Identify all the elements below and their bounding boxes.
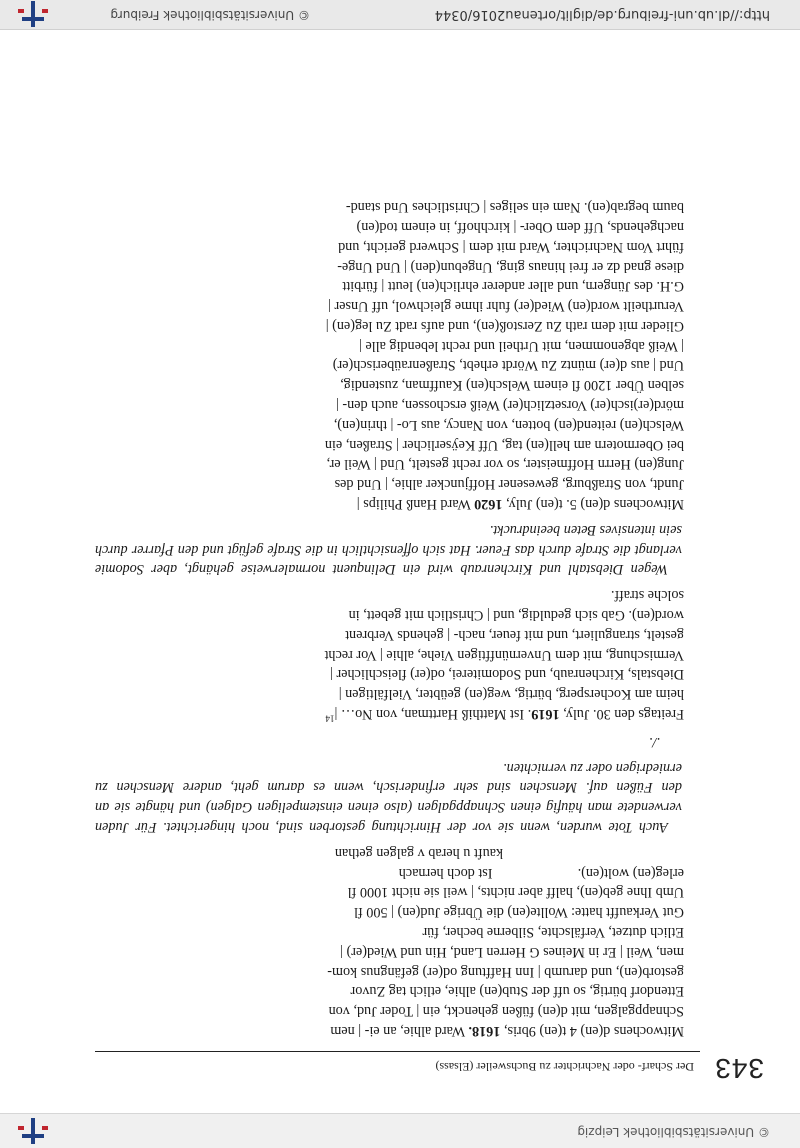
entry-line: Schnappgalgen, mit d(en) füßen gehenckt, ein | Toder Jud, von — [328, 1003, 684, 1020]
library-logo-icon — [18, 1118, 48, 1144]
entry-line: nachgehends, Uff dem Ober- | kirchhoff, in einem tod(en) — [356, 218, 684, 235]
entry-line: Verurtheilt word(en) Wied(er) fuhr ihme gleichwol, uff Unser | — [328, 298, 684, 315]
entry-line: Mitwochens d(en) 4 t(en) 9bris, 1618. Ward alhie, an ei- | nem — [330, 1023, 684, 1039]
page-body — [95, 190, 700, 1040]
entry-line: Umb Ihne geb(en), halff aber nichts, | weil sie nicht 1000 fl — [347, 884, 684, 901]
entry-line: selben Über 1200 fl einem Welsch(en) Kauffman, zustendig, — [340, 377, 684, 394]
entry-line: Gut Verkaufft hatte: Wollte(en) die Übrige Jud(en) | 500 fl — [354, 904, 684, 921]
entry-line: G.H. des Jüngern, und aller anderer ehrlich(en) leutt | fürbitt — [342, 278, 684, 295]
entry-1618 — [95, 842, 700, 1040]
entry-line: men, Weil | Er in Meines G Herren Land, Hin und Wied(er) | — [340, 943, 684, 960]
entry-line: Jung(en) Herrn Hoffmeister, so vor recht gestelt, Und | Weil er, — [326, 456, 684, 473]
entry-line: heim am Kochersperg, bürtig, weg(en) geübter, Vielfältigen | — [338, 686, 684, 703]
entry-line: Glieder mit dem rath Zu Zerstoß(en), und aufs radt Zu leg(en) | — [325, 317, 684, 334]
library-top-bar — [0, 1113, 800, 1148]
running-title: Der Scharf- oder Nachrichter zu Buchsweiler (Elsass) — [435, 1060, 694, 1074]
entry-line: diese gnad dz er frei hinaus ging, Ungebun(den) | Und Unge- — [337, 258, 684, 275]
entry-line: word(en). Gab sich geduldig, und | Christlich mit gebett, in — [348, 607, 684, 624]
entry-line: baum begrab(en). Nam ein seliges | Christliches Und stand- — [345, 199, 684, 216]
library-source-label: © Universitätsbibliothek Leipzig — [577, 1125, 770, 1139]
footnote-ref: 14 — [325, 713, 335, 724]
entry-line: gestelt, stranguliert, und mit feuer, nach- | gehends Verbrent — [345, 626, 684, 643]
page-number: 343 — [714, 1053, 764, 1084]
library-logo-icon — [18, 1, 48, 27]
entry-line: Welsch(en) reitend(en) botten, von Nancy, aus Lo- | thrin(en), — [333, 416, 684, 433]
entry-line: Und | aus d(er) müntz Zu Wördt erhebt, Straßenraüberisch(er) — [332, 357, 684, 374]
copyright-label: © Universitätsbibliothek Freiburg — [110, 8, 310, 22]
entry-year: 1619 — [531, 706, 560, 723]
entry-line: führt Vom Nachrichter, Ward mit dem | Schwerd gericht, und — [338, 238, 684, 255]
entry-line: mörd(er)isch(er) Vorsetzlich(er) Weiß erschossen, auch den- | — [336, 397, 684, 414]
entry-1620 — [95, 196, 700, 513]
library-bottom-bar — [0, 0, 800, 30]
entry-line: Ettendorf bürtig, so uff der Stub(en) alhie, etlich tag Zuvor — [350, 983, 684, 1000]
commentary-note: Auch Tote wurden, wenn sie vor der Hinrichtung gestorben sind, noch hingerichtet. Für Juden verwendete man häufig einen Schnappgalgen (also einen einstempeligen Galgen) und hängte sie an den Füßen auf. Menschen sind sehr erfinderisch, wenn es darum geht, andere Menschen zu erniedrigen oder zu vernichten. — [95, 759, 682, 836]
entry-line: Vermischung, mit dem Unvernünfftigen Viehe, alhie | Vor recht — [324, 646, 684, 663]
entry-line: Etlich dutzet, Verfälschte, Silberne becher, für — [422, 924, 684, 941]
entry-line: bei Obermotern am hell(en) tag, Uff Keÿserlicher | Straßen, ein — [324, 436, 684, 453]
entry-1619 — [95, 584, 700, 723]
entry-line: kauft u herab v galgen gethan — [334, 844, 684, 861]
entry-line: erleg(en) wolt(en). Ist doch hernach — [398, 864, 684, 881]
entry-line: Freitags den 30. July, 1619. Ist Matthiß Harttman, von No… $|^{14}$ — [325, 706, 684, 724]
source-url-link[interactable]: http://dl.ub.uni-freiburg.de/diglit/ortenau2016/0344 — [434, 7, 770, 22]
entry-line: Jundt, von Straßburg, gewesener Hoffjuncker alhie, | Und des — [334, 476, 684, 493]
entry-year: 1620 — [474, 496, 503, 513]
commentary-note: Wegen Diebstahl und Kirchenraub wird ein Delinquent normalerweise gehängt, aber Sodomie verlangt die Strafe durch das Feuer. Hat sich offensichtlich in die Strafe gefügt und den Pfarrer durch sein intensives Beten beeindruckt. — [95, 521, 682, 578]
separator-mark: ./. — [648, 733, 660, 750]
page-header — [95, 1051, 764, 1084]
entry-line: solche straff. — [610, 587, 684, 604]
entry-line: | Weiß abgenommen, mit Urtheil und recht lebendig alle | — [359, 337, 684, 354]
entry-line: Diebstals, Kirchenraub, und Sodomiterei, od(er) fleischlicher | — [330, 666, 684, 683]
entry-line: Mitwochens d(en) 5. t(en) July, 1620 Ward Hanß Philips | — [356, 496, 684, 513]
entry-line: gestorb(en), und darumb | Inn Hafftung od(er) gefängnus kom- — [327, 963, 684, 980]
entry-year: 1618. — [468, 1023, 501, 1039]
